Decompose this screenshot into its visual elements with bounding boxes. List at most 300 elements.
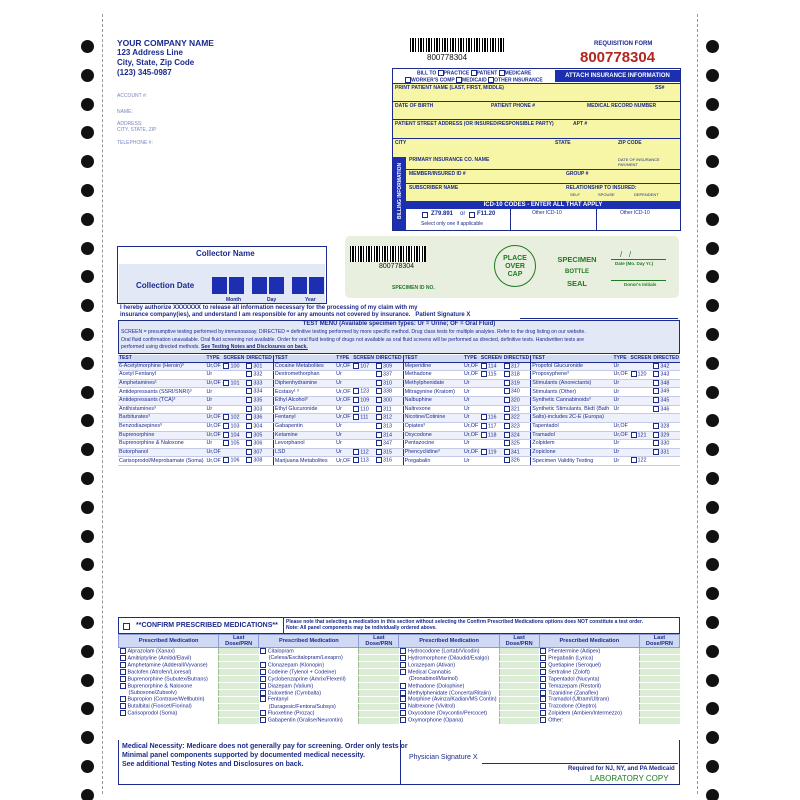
test-directed-code[interactable] <box>503 422 531 431</box>
medication-cell[interactable] <box>539 669 639 676</box>
medication-cell[interactable] <box>259 676 359 683</box>
test-screen-code[interactable] <box>222 414 245 423</box>
test-screen-code[interactable] <box>480 414 503 423</box>
test-directed-code[interactable] <box>245 440 273 449</box>
test-screen-code[interactable] <box>480 448 503 457</box>
last-dose-field[interactable] <box>359 690 399 697</box>
last-dose-field[interactable] <box>359 655 399 662</box>
patient-phone-field[interactable]: PATIENT PHONE # <box>491 103 535 109</box>
medication-cell[interactable] <box>399 655 499 662</box>
medication-checkbox[interactable] <box>120 662 126 668</box>
test-checkbox[interactable] <box>653 406 659 412</box>
test-checkbox[interactable] <box>653 440 659 446</box>
member-id-field[interactable]: MEMBER/INSURED ID # <box>409 171 466 177</box>
medication-cell[interactable] <box>259 655 359 662</box>
test-checkbox[interactable] <box>246 363 252 369</box>
last-dose-field[interactable] <box>499 696 539 703</box>
test-directed-code[interactable] <box>652 422 680 431</box>
medication-cell[interactable] <box>259 662 359 669</box>
test-directed-code[interactable] <box>245 362 273 371</box>
icd-z79-checkbox[interactable] <box>422 212 428 218</box>
test-directed-code[interactable] <box>652 431 680 440</box>
test-checkbox[interactable] <box>246 457 252 463</box>
last-dose-field[interactable] <box>219 710 259 717</box>
test-directed-code[interactable] <box>245 457 273 466</box>
test-directed-code[interactable] <box>245 448 273 457</box>
medication-cell[interactable] <box>259 710 359 717</box>
last-dose-field[interactable] <box>219 703 259 710</box>
test-type <box>205 362 222 371</box>
test-checkbox[interactable] <box>481 423 487 429</box>
test-checkbox[interactable] <box>246 380 252 386</box>
test-checkbox[interactable] <box>246 414 252 420</box>
last-dose-field[interactable] <box>219 655 259 662</box>
last-dose-field[interactable] <box>499 662 539 669</box>
last-dose-field[interactable] <box>499 676 539 683</box>
last-dose-field[interactable] <box>359 662 399 669</box>
test-directed-code[interactable] <box>375 431 403 440</box>
medication-checkbox[interactable] <box>400 710 406 716</box>
test-directed-code[interactable] <box>375 379 403 388</box>
medication-checkbox[interactable] <box>120 669 126 675</box>
medication-cell[interactable] <box>119 655 219 662</box>
medication-cell[interactable] <box>399 676 499 683</box>
test-checkbox[interactable] <box>246 406 252 412</box>
test-checkbox[interactable] <box>223 414 229 420</box>
medication-cell[interactable] <box>119 690 219 697</box>
test-screen-code[interactable] <box>480 431 503 440</box>
test-directed-code[interactable] <box>375 397 403 406</box>
test-directed-code[interactable] <box>503 414 531 423</box>
last-dose-field[interactable] <box>639 676 679 683</box>
test-checkbox[interactable] <box>504 363 510 369</box>
medication-checkbox[interactable] <box>540 690 546 696</box>
medication-checkbox[interactable] <box>540 669 546 675</box>
test-checkbox[interactable] <box>504 397 510 403</box>
test-checkbox[interactable] <box>376 414 382 420</box>
last-dose-field[interactable] <box>499 703 539 710</box>
rel-dependent[interactable]: DEPENDENT <box>634 192 659 197</box>
test-checkbox[interactable] <box>653 432 659 438</box>
medication-cell[interactable] <box>259 683 359 690</box>
test-cell-text: Ur,OF <box>206 423 221 430</box>
test-checkbox[interactable] <box>246 432 252 438</box>
test-directed-code[interactable] <box>652 371 680 380</box>
test-screen-code <box>630 440 653 449</box>
test-directed-code[interactable] <box>245 422 273 431</box>
test-screen-code[interactable] <box>222 422 245 431</box>
medication-checkbox[interactable] <box>260 690 266 696</box>
test-checkbox[interactable] <box>223 380 229 386</box>
test-directed-code[interactable] <box>245 397 273 406</box>
last-dose-field[interactable] <box>639 662 679 669</box>
medication-checkbox[interactable] <box>120 683 126 689</box>
medication-cell[interactable] <box>119 676 219 683</box>
last-dose-field[interactable] <box>359 683 399 690</box>
test-directed-code[interactable] <box>375 448 403 457</box>
last-dose-field[interactable] <box>639 655 679 662</box>
test-screen-code[interactable] <box>352 405 375 414</box>
test-cell-text: 119 <box>487 449 497 456</box>
patient-signature[interactable]: Patient Signature X <box>415 312 471 318</box>
test-directed-code[interactable] <box>503 362 531 371</box>
test-checkbox[interactable] <box>376 380 382 386</box>
patient-address-field[interactable]: PATIENT STREET ADDRESS (OR INSURED/RESPONSIBLE PARTY) <box>395 121 554 127</box>
last-dose-field[interactable] <box>219 669 259 676</box>
test-directed-code[interactable] <box>375 414 403 423</box>
test-directed-code[interactable] <box>652 440 680 449</box>
medication-cell[interactable] <box>539 696 639 703</box>
last-dose-field[interactable] <box>499 648 539 655</box>
test-checkbox[interactable] <box>653 397 659 403</box>
medication-checkbox[interactable] <box>260 648 266 654</box>
medication-checkbox[interactable] <box>120 676 126 682</box>
test-directed-code[interactable] <box>375 371 403 380</box>
medication-checkbox[interactable] <box>260 676 266 682</box>
medication-cell[interactable] <box>259 717 359 724</box>
test-checkbox[interactable] <box>653 449 659 455</box>
test-screen-code[interactable] <box>630 371 653 380</box>
last-dose-field[interactable] <box>219 717 259 724</box>
test-checkbox[interactable] <box>246 449 252 455</box>
last-dose-field[interactable] <box>359 696 399 703</box>
test-directed-code[interactable] <box>503 457 531 466</box>
zip-field[interactable]: ZIP CODE <box>618 140 642 146</box>
test-checkbox[interactable] <box>246 423 252 429</box>
test-checkbox[interactable] <box>353 388 359 394</box>
date-insurance-field[interactable]: DATE OF INSURANCE PAY/MENT <box>618 157 660 167</box>
medication-checkbox[interactable] <box>260 717 266 723</box>
date-boxes[interactable] <box>212 277 324 294</box>
medication-cell[interactable] <box>399 710 499 717</box>
medication-checkbox[interactable] <box>540 703 546 709</box>
medication-cell[interactable] <box>399 662 499 669</box>
test-directed-code[interactable] <box>503 388 531 397</box>
medication-cell[interactable] <box>259 648 359 655</box>
medication-cell[interactable] <box>539 690 639 697</box>
medication-checkbox[interactable] <box>400 662 406 668</box>
test-checkbox[interactable] <box>353 449 359 455</box>
test-checkbox[interactable] <box>653 363 659 369</box>
test-directed-code[interactable] <box>245 405 273 414</box>
last-dose-field[interactable] <box>219 683 259 690</box>
test-checkbox[interactable] <box>653 371 659 377</box>
last-dose-field[interactable] <box>219 676 259 683</box>
rel-spouse[interactable]: SPOUSE <box>598 192 615 197</box>
medication-checkbox[interactable] <box>540 683 546 689</box>
test-checkbox[interactable] <box>631 432 637 438</box>
test-screen-code[interactable] <box>222 431 245 440</box>
test-directed-code[interactable] <box>503 397 531 406</box>
test-cell-text: 109 <box>360 397 370 404</box>
test-screen-code[interactable] <box>480 371 503 380</box>
test-screen-code[interactable] <box>222 440 245 449</box>
test-screen-code[interactable] <box>222 379 245 388</box>
test-checkbox[interactable] <box>376 363 382 369</box>
test-directed-code[interactable] <box>503 448 531 457</box>
test-checkbox[interactable] <box>376 388 382 394</box>
medication-checkbox[interactable] <box>540 696 546 702</box>
medication-cell[interactable] <box>539 648 639 655</box>
test-checkbox[interactable] <box>653 388 659 394</box>
medication-checkbox[interactable] <box>120 710 126 716</box>
test-checkbox[interactable] <box>223 423 229 429</box>
test-checkbox[interactable] <box>504 406 510 412</box>
medication-checkbox[interactable] <box>540 655 546 661</box>
test-checkbox[interactable] <box>223 432 229 438</box>
medication-checkbox[interactable] <box>540 676 546 682</box>
test-directed-code[interactable] <box>652 362 680 371</box>
medication-cell[interactable] <box>119 669 219 676</box>
medication-cell[interactable] <box>539 655 639 662</box>
medication-cell[interactable] <box>119 703 219 710</box>
last-dose-field[interactable] <box>499 683 539 690</box>
test-checkbox[interactable] <box>246 388 252 394</box>
test-directed-code[interactable] <box>652 448 680 457</box>
last-dose-field[interactable] <box>499 710 539 717</box>
test-checkbox[interactable] <box>246 371 252 377</box>
medication-checkbox[interactable] <box>260 669 266 675</box>
medication-cell[interactable] <box>119 710 219 717</box>
date-slashes[interactable]: / / <box>620 250 632 259</box>
test-checkbox[interactable] <box>504 371 510 377</box>
test-checkbox[interactable] <box>631 371 637 377</box>
test-checkbox[interactable] <box>481 449 487 455</box>
medication-checkbox[interactable] <box>400 648 406 654</box>
test-directed-code[interactable] <box>245 371 273 380</box>
dob-field[interactable]: DATE OF BIRTH <box>395 103 434 109</box>
last-dose-field[interactable] <box>639 717 679 724</box>
test-checkbox[interactable] <box>504 380 510 386</box>
rel-self[interactable]: SELF <box>570 192 581 197</box>
test-screen-code[interactable] <box>222 457 245 466</box>
test-checkbox[interactable] <box>653 423 659 429</box>
last-dose-field[interactable] <box>359 676 399 683</box>
medication-cell[interactable] <box>539 703 639 710</box>
test-directed-code[interactable] <box>375 362 403 371</box>
city-field[interactable]: CITY <box>395 140 407 146</box>
test-checkbox[interactable] <box>653 380 659 386</box>
last-dose-field[interactable] <box>219 662 259 669</box>
last-dose-field[interactable] <box>359 703 399 710</box>
medication-checkbox[interactable] <box>260 683 266 689</box>
last-dose-field[interactable] <box>219 696 259 703</box>
test-directed-code[interactable] <box>375 388 403 397</box>
test-screen-code[interactable] <box>352 414 375 423</box>
medication-checkbox[interactable] <box>400 690 406 696</box>
medication-checkbox[interactable] <box>400 703 406 709</box>
test-checkbox[interactable] <box>353 397 359 403</box>
test-directed-code[interactable] <box>375 440 403 449</box>
test-checkbox[interactable] <box>376 440 382 446</box>
medication-checkbox[interactable] <box>260 696 266 702</box>
medication-checkbox[interactable] <box>120 648 126 654</box>
last-dose-field[interactable] <box>359 669 399 676</box>
last-dose-field[interactable] <box>499 717 539 724</box>
test-checkbox[interactable] <box>504 432 510 438</box>
medication-cell[interactable] <box>539 683 639 690</box>
test-checkbox[interactable] <box>504 440 510 446</box>
last-dose-field[interactable] <box>359 648 399 655</box>
state-field[interactable]: STATE <box>555 140 571 146</box>
last-dose-field[interactable] <box>639 648 679 655</box>
medication-checkbox[interactable] <box>540 662 546 668</box>
test-checkbox[interactable] <box>631 457 637 463</box>
medication-checkbox[interactable] <box>260 710 266 716</box>
test-checkbox[interactable] <box>376 449 382 455</box>
medication-cell[interactable] <box>399 717 499 724</box>
patient-name-field[interactable]: PRINT PATIENT NAME (LAST, FIRST, MIDDLE) <box>395 85 504 91</box>
test-directed-code[interactable] <box>652 397 680 406</box>
test-directed-code[interactable] <box>375 422 403 431</box>
last-dose-field[interactable] <box>639 690 679 697</box>
test-checkbox[interactable] <box>376 397 382 403</box>
test-checkbox[interactable] <box>353 414 359 420</box>
medication-checkbox[interactable] <box>540 717 546 723</box>
icd-other2[interactable]: Other ICD-10 <box>620 210 650 216</box>
test-checkbox[interactable] <box>223 440 229 446</box>
test-directed-code[interactable] <box>503 371 531 380</box>
last-dose-field[interactable] <box>219 690 259 697</box>
last-dose-field[interactable] <box>219 648 259 655</box>
medication-checkbox[interactable] <box>540 648 546 654</box>
last-dose-field[interactable] <box>639 696 679 703</box>
medication-checkbox[interactable] <box>400 683 406 689</box>
test-checkbox[interactable] <box>376 406 382 412</box>
test-checkbox[interactable] <box>481 414 487 420</box>
test-directed-code[interactable] <box>375 457 403 466</box>
test-screen-code <box>630 362 653 371</box>
test-directed-code[interactable] <box>245 388 273 397</box>
test-checkbox[interactable] <box>353 406 359 412</box>
test-checkbox[interactable] <box>246 397 252 403</box>
test-checkbox[interactable] <box>504 388 510 394</box>
medication-cell[interactable] <box>539 662 639 669</box>
ssn-field[interactable]: SS# <box>655 85 665 91</box>
medication-cell[interactable] <box>399 703 499 710</box>
medication-checkbox[interactable] <box>540 710 546 716</box>
medication-cell[interactable] <box>259 696 359 703</box>
test-checkbox[interactable] <box>504 457 510 463</box>
test-checkbox[interactable] <box>481 363 487 369</box>
medication-cell[interactable] <box>119 648 219 655</box>
medication-checkbox[interactable] <box>120 696 126 702</box>
test-screen-code[interactable] <box>630 431 653 440</box>
test-checkbox[interactable] <box>376 432 382 438</box>
test-directed-code[interactable] <box>375 405 403 414</box>
test-checkbox[interactable] <box>353 457 359 463</box>
last-dose-field[interactable] <box>499 690 539 697</box>
medication-cell[interactable] <box>119 683 219 690</box>
last-dose-field[interactable] <box>639 703 679 710</box>
last-dose-field[interactable] <box>639 710 679 717</box>
medication-cell[interactable] <box>399 696 499 703</box>
test-checkbox[interactable] <box>246 440 252 446</box>
medical-record-field[interactable]: MEDICAL RECORD NUMBER <box>587 103 657 109</box>
test-directed-code[interactable] <box>652 405 680 414</box>
last-dose-field[interactable] <box>639 669 679 676</box>
medication-checkbox[interactable] <box>120 655 126 661</box>
test-checkbox[interactable] <box>353 363 359 369</box>
test-screen-code[interactable] <box>352 397 375 406</box>
medication-cell[interactable] <box>539 717 639 724</box>
primary-insurance-field[interactable]: PRIMARY INSURANCE CO. NAME <box>409 157 490 163</box>
last-dose-field[interactable] <box>499 669 539 676</box>
test-checkbox[interactable] <box>223 457 229 463</box>
test-directed-code[interactable] <box>503 440 531 449</box>
test-screen-code[interactable] <box>630 457 653 466</box>
test-screen-code[interactable] <box>352 448 375 457</box>
apt-field[interactable]: APT # <box>573 121 588 127</box>
medication-cell[interactable] <box>399 690 499 697</box>
test-checkbox[interactable] <box>481 371 487 377</box>
company-phone: (123) 345-0987 <box>117 68 172 77</box>
physician-signature[interactable]: Physician Signature X <box>409 754 478 761</box>
test-checkbox[interactable] <box>504 423 510 429</box>
last-dose-field[interactable] <box>639 683 679 690</box>
medication-cell[interactable] <box>259 703 359 710</box>
test-directed-code[interactable] <box>503 379 531 388</box>
test-directed-code[interactable] <box>245 431 273 440</box>
test-directed-code[interactable] <box>503 405 531 414</box>
medication-cell[interactable] <box>119 662 219 669</box>
test-screen-code[interactable] <box>480 362 503 371</box>
confirm-meds-checkbox[interactable] <box>123 623 130 630</box>
icd-other1[interactable]: Other ICD-10 <box>532 210 562 216</box>
medication-checkbox[interactable] <box>400 717 406 723</box>
test-screen-code[interactable] <box>352 362 375 371</box>
medication-cell[interactable] <box>539 676 639 683</box>
test-checkbox[interactable] <box>376 457 382 463</box>
test-directed-code[interactable] <box>652 388 680 397</box>
last-dose-field[interactable] <box>359 717 399 724</box>
medication-cell[interactable] <box>259 690 359 697</box>
test-directed-code[interactable] <box>245 379 273 388</box>
test-screen-code[interactable] <box>352 457 375 466</box>
test-checkbox[interactable] <box>504 449 510 455</box>
test-checkbox[interactable] <box>376 371 382 377</box>
test-checkbox[interactable] <box>223 363 229 369</box>
medication-checkbox[interactable] <box>400 655 406 661</box>
test-screen-code[interactable] <box>480 422 503 431</box>
medication-cell[interactable] <box>399 669 499 676</box>
subscriber-field[interactable]: SUBSCRIBER NAME <box>409 185 459 191</box>
medication-checkbox[interactable] <box>400 669 406 675</box>
last-dose-field[interactable] <box>359 710 399 717</box>
testing-notes-link[interactable]: See Testing Notes and Disclosures on back. <box>201 344 308 351</box>
test-checkbox[interactable] <box>376 423 382 429</box>
medication-cell[interactable] <box>119 696 219 703</box>
test-checkbox[interactable] <box>504 414 510 420</box>
medication-checkbox[interactable] <box>260 662 266 668</box>
group-field[interactable]: GROUP # <box>566 171 589 177</box>
medication-cell[interactable] <box>259 669 359 676</box>
medication-cell[interactable] <box>399 648 499 655</box>
icd-f11-checkbox[interactable] <box>469 212 475 218</box>
test-directed-code[interactable] <box>503 431 531 440</box>
medication-cell[interactable] <box>399 683 499 690</box>
test-type <box>613 448 630 457</box>
medication-checkbox[interactable] <box>120 703 126 709</box>
medication-cell[interactable] <box>539 710 639 717</box>
test-directed-code[interactable] <box>245 414 273 423</box>
test-screen-code[interactable] <box>222 362 245 371</box>
test-checkbox[interactable] <box>481 432 487 438</box>
last-dose-field[interactable] <box>499 655 539 662</box>
test-screen-code[interactable] <box>352 388 375 397</box>
test-directed-code[interactable] <box>652 379 680 388</box>
medication-checkbox[interactable] <box>400 696 406 702</box>
